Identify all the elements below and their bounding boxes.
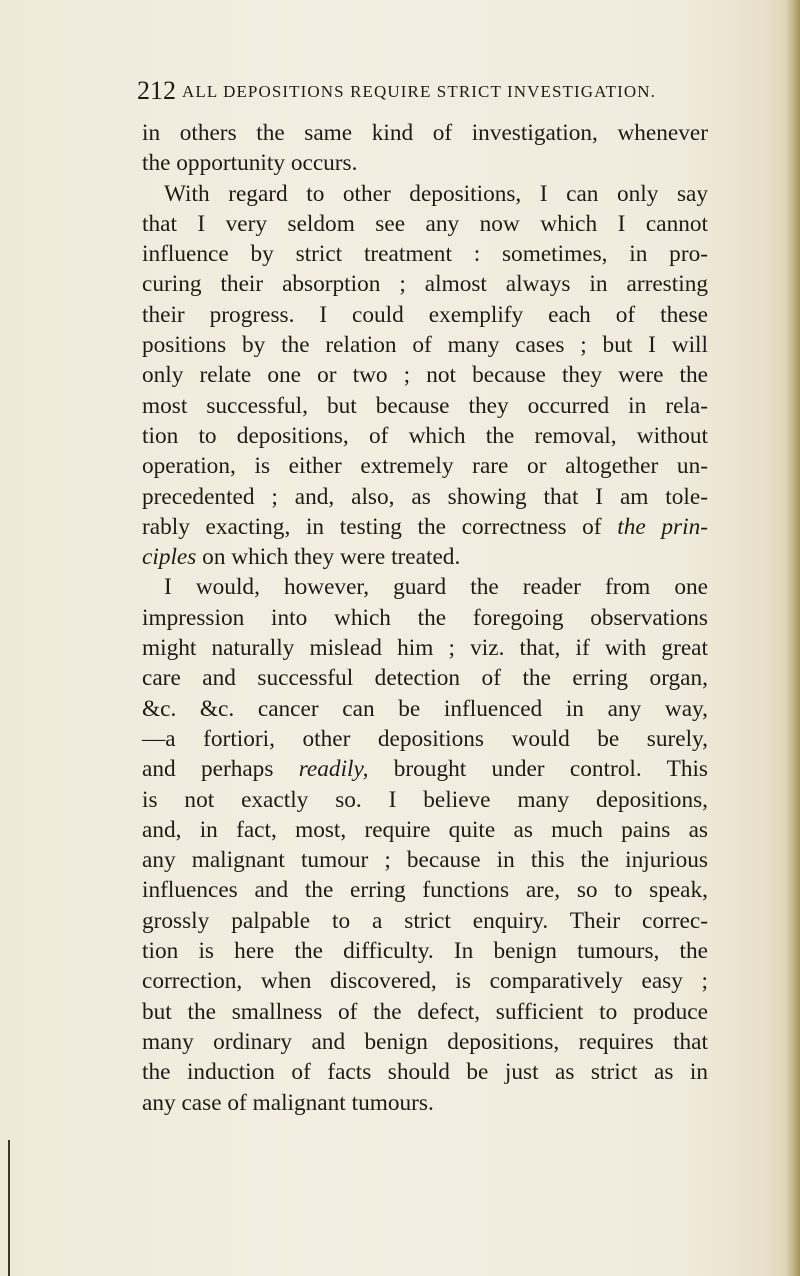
text-line: and, in fact, most, require quite as much pains as xyxy=(142,816,708,843)
text-line: &c. &c. cancer can be influenced in any way, xyxy=(142,695,708,722)
text-line: might naturally mislead him ; viz. that, if with great xyxy=(142,635,708,662)
text-line: curing their absorption ; almost always in arresting xyxy=(142,271,708,298)
text-line: most successful, but because they occurred in rela- xyxy=(142,392,708,419)
text-line: any case of malignant tumours. xyxy=(142,1089,434,1116)
text-line: in others the same kind of investigation, whenever xyxy=(142,120,708,146)
text-line: precedented ; and, also, as showing that I am tole- xyxy=(142,483,708,510)
text-line: their progress. I could exemplify each of these xyxy=(142,301,708,328)
text-line: impression into which the foregoing observations xyxy=(142,604,708,631)
binding-mark xyxy=(8,1140,10,1276)
text-line: only relate one or two ; not because they were the xyxy=(142,362,708,389)
text-line: grossly palpable to a strict enquiry. Their correc- xyxy=(142,907,708,934)
text-line: I would, however, guard the reader from one xyxy=(164,574,708,601)
running-title: ALL DEPOSITIONS REQUIRE STRICT INVESTIGATION. xyxy=(182,82,657,101)
text-line: that I very seldom see any now which I cannot xyxy=(142,210,708,237)
text-line: is not exactly so. I believe many depositions, xyxy=(142,786,708,813)
text-line: the opportunity occurs. xyxy=(142,150,358,177)
text-line: operation, is either extremely rare or altogether un- xyxy=(142,453,708,480)
text-line: any malignant tumour ; because in this the injurious xyxy=(142,847,708,874)
text-line: influences and the erring functions are, so to speak, xyxy=(142,877,708,904)
text-line: and perhaps readily, brought under control. This xyxy=(142,756,709,783)
text-line: care and successful detection of the erring organ, xyxy=(142,665,708,692)
text-line: but the smallness of the defect, sufficient to produce xyxy=(142,998,708,1025)
text-line: influence by strict treatment : sometimes, in pro- xyxy=(142,241,708,268)
text-line: With regard to other depositions, I can only say xyxy=(164,180,708,207)
text-line: many ordinary and benign depositions, requires that xyxy=(142,1028,708,1055)
text-line: tion is here the difficulty. In benign tumours, the xyxy=(142,938,708,965)
text-line: ciples on which they were treated. xyxy=(142,544,461,571)
text-line: correction, when discovered, is comparatively easy ; xyxy=(142,968,708,995)
page-edge-shadow xyxy=(786,0,800,1276)
text-line: tion to depositions, of which the removal, without xyxy=(142,422,708,449)
page-number: 212 xyxy=(137,76,176,105)
text-line: —a fortiori, other depositions would be surely, xyxy=(142,725,708,752)
text-line: the induction of facts should be just as strict as in xyxy=(142,1059,708,1086)
text-line: positions by the relation of many cases ; but I will xyxy=(142,332,708,359)
text-line: rably exacting, in testing the correctness of the prin- xyxy=(142,513,708,540)
running-header xyxy=(137,76,717,106)
body-text xyxy=(142,118,708,1118)
